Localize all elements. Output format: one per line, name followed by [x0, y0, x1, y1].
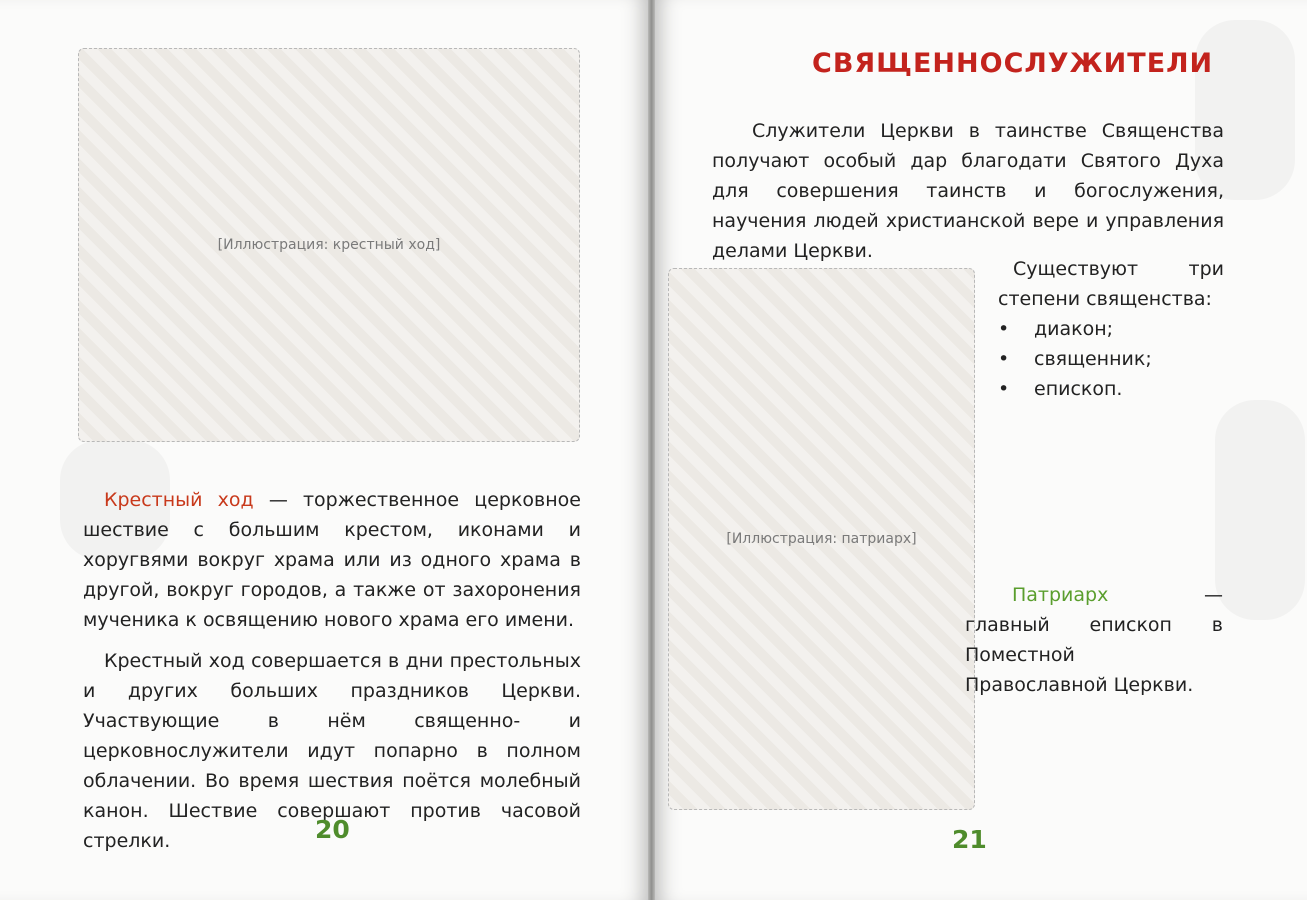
degree-item: • епископ. — [998, 374, 1224, 404]
degrees-list — [998, 314, 1224, 404]
term-patriarch: Патриарх — [1012, 584, 1109, 606]
patriarch-illustration-label: [Иллюстрация: патриарх] — [726, 531, 917, 547]
intro-paragraph: Служители Церкви в таинстве Священства получают особый дар благодати Святого Духа для совершения таинств и богослужения, научения людей христианской вере и управления делами Церкви. — [712, 120, 1224, 262]
definition-paragraph — [83, 485, 581, 635]
patriarch-illustration — [668, 268, 975, 810]
degree-item: • священник; — [998, 344, 1224, 374]
bleed-through-shape — [1215, 400, 1305, 620]
term-krestny-hod: Крестный ход — [104, 489, 254, 511]
patriarch-definition: — главный епископ в Поместной Православной Церкви. — [965, 584, 1223, 696]
patriarch-text — [965, 580, 1223, 711]
left-body-text — [83, 485, 581, 867]
page-number-right: 21 — [952, 825, 987, 854]
procession-illustration-label: [Иллюстрация: крестный ход] — [217, 237, 441, 253]
patriarch-paragraph — [965, 580, 1223, 700]
book-gutter — [648, 0, 655, 900]
section-title: СВЯЩЕННОСЛУЖИТЕЛИ — [812, 48, 1214, 79]
degree-item: • диакон; — [998, 314, 1224, 344]
definition-text: — торжественное церковное шествие с большим крестом, иконами и хоругвями вокруг храма или из одного храма в другой, вокруг городов, а также от захоронения мученика к освящению нового храма его имени. — [83, 489, 581, 631]
page-number-left: 20 — [315, 815, 350, 844]
left-page — [0, 0, 648, 900]
description-paragraph: Крестный ход совершается в дни престольных и других больших праздников Церкви. Участвующие в нём священно- и церковнослужители идут попарно в полном облачении. Во время шествия поётся молебный канон. Шествие совершают против часовой стрелки. — [83, 650, 581, 852]
procession-illustration — [78, 48, 580, 442]
intro-text — [712, 116, 1224, 277]
degrees-heading: Существуют три степени священства: — [998, 258, 1224, 310]
degrees-block — [998, 254, 1224, 404]
